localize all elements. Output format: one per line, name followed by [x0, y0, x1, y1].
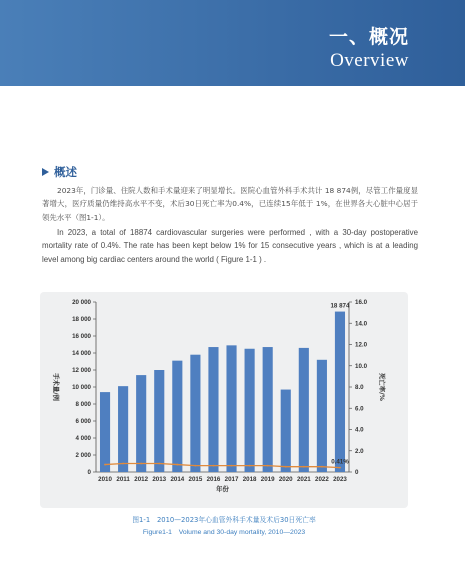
mortality-point-2012 [140, 463, 142, 465]
x-axis-tick-label: 2022 [315, 476, 329, 483]
x-axis-tick-label: 2012 [134, 476, 149, 483]
header-title-cn: 一、概况 [328, 26, 409, 48]
bar-2015 [190, 355, 200, 472]
figure-caption-en: Figure1-1 Volume and 30-day mortality, 2010—2023 [142, 529, 306, 536]
header-title-en: Overview [330, 50, 409, 71]
header-band [0, 0, 465, 86]
x-axis-tick-label: 2020 [278, 476, 293, 483]
bar-2019 [263, 347, 273, 472]
left-axis-tick-label: 4 000 [75, 435, 91, 442]
mortality-point-2023 [339, 467, 341, 469]
bar-2014 [172, 361, 182, 472]
volume-mortality-chart [40, 292, 408, 508]
left-axis-tick-label: 2 000 [75, 452, 91, 459]
mortality-point-2022 [321, 466, 323, 468]
x-axis-tick-label: 2011 [116, 476, 130, 483]
bar-2020 [281, 390, 291, 472]
mortality-point-2013 [158, 463, 160, 465]
left-axis-tick-label: 20 000 [72, 299, 91, 306]
x-axis-tick-label: 2016 [206, 476, 221, 483]
body-paragraph-en: In 2023, a total of 18874 cardiovascular surgeries were performed , with a 30-day postoperative mortality rate of 0.4%. The rate has been kept below 1% for 15 consecutive years , which is at a leading level among big cardiac centers around the world ( Figure 1-1 ) . [42, 228, 418, 264]
x-axis-tick-label: 2021 [296, 476, 311, 483]
section-heading [42, 164, 77, 180]
left-axis-tick-label: 18 000 [72, 316, 91, 323]
right-axis-tick-label: 8.0 [355, 384, 364, 391]
x-axis-tick-label: 2014 [170, 476, 185, 483]
mortality-point-2011 [122, 463, 124, 465]
bar-2016 [208, 347, 218, 472]
left-axis-tick-label: 0 [87, 469, 91, 476]
mortality-point-2020 [285, 466, 287, 468]
bar-2018 [245, 349, 255, 472]
triangle-bullet-icon [42, 168, 49, 176]
left-axis-tick-label: 12 000 [72, 367, 91, 374]
right-axis-tick-label: 6.0 [355, 405, 364, 413]
body-paragraph-cn: 2023年，门诊量、住院人数和手术量迎来了明显增长。医院心血管外科手术共计 18 874例，尽管工作量度显著增大，医疗质量仍维持高水平不变，术后30日死亡率为0.4%，已连续15年低于 1%，在世界各大心脏中心居于领先水平（图1-1）。 [42, 186, 418, 222]
x-axis-tick-label: 2023 [333, 476, 347, 483]
left-axis-tick-label: 16 000 [72, 333, 91, 340]
bar-2017 [226, 345, 236, 472]
right-axis-tick-label: 14.0 [355, 320, 368, 328]
left-axis-tick-label: 8 000 [75, 401, 91, 408]
x-axis-tick-label: 2018 [242, 476, 257, 483]
bar-2021 [299, 348, 309, 472]
x-axis-title: 年份 [216, 485, 229, 493]
right-axis-tick-label: 10.0 [355, 362, 368, 370]
right-axis-tick-label: 12.0 [355, 341, 368, 349]
bar-2013 [154, 370, 164, 472]
y-axis-title: 手术量/例 [52, 373, 60, 401]
left-axis-tick-label: 14 000 [72, 350, 91, 357]
mortality-point-2014 [176, 464, 178, 466]
right-axis-tick-label: 16.0 [355, 299, 368, 306]
right-axis-tick-label: 2.0 [355, 447, 364, 455]
bar-2012 [136, 375, 146, 472]
bar-2010 [100, 392, 110, 472]
chart-panel [40, 292, 408, 508]
x-axis-tick-label: 2010 [98, 476, 112, 483]
mortality-point-2010 [104, 464, 106, 466]
mortality-value-annotation: 0.41% [331, 458, 349, 466]
x-axis-tick-label: 2019 [260, 476, 275, 483]
mortality-point-2019 [267, 465, 269, 467]
bar-value-annotation: 18 874 [330, 302, 350, 310]
mortality-point-2015 [194, 465, 196, 467]
mortality-point-2017 [231, 465, 233, 467]
y2-axis-title: 死亡率/% [378, 373, 386, 401]
x-axis-tick-label: 2017 [224, 476, 239, 483]
figure-caption-cn: 图1-1 2010—2023年心血管外科手术量及术后30日死亡率 [132, 516, 316, 524]
x-axis-tick-label: 2013 [152, 476, 167, 483]
section-heading-label: 概述 [54, 165, 77, 179]
x-axis-tick-label: 2015 [188, 476, 203, 483]
mortality-point-2021 [303, 466, 305, 468]
right-axis-tick-label: 0 [355, 469, 359, 476]
bar-2023 [335, 312, 345, 472]
bar-2022 [317, 360, 327, 472]
left-axis-tick-label: 6 000 [75, 418, 91, 425]
mortality-point-2016 [213, 465, 215, 467]
bar-2011 [118, 386, 128, 472]
left-axis-tick-label: 10 000 [72, 384, 91, 391]
right-axis-tick-label: 4.0 [355, 426, 364, 434]
mortality-point-2018 [249, 465, 251, 467]
